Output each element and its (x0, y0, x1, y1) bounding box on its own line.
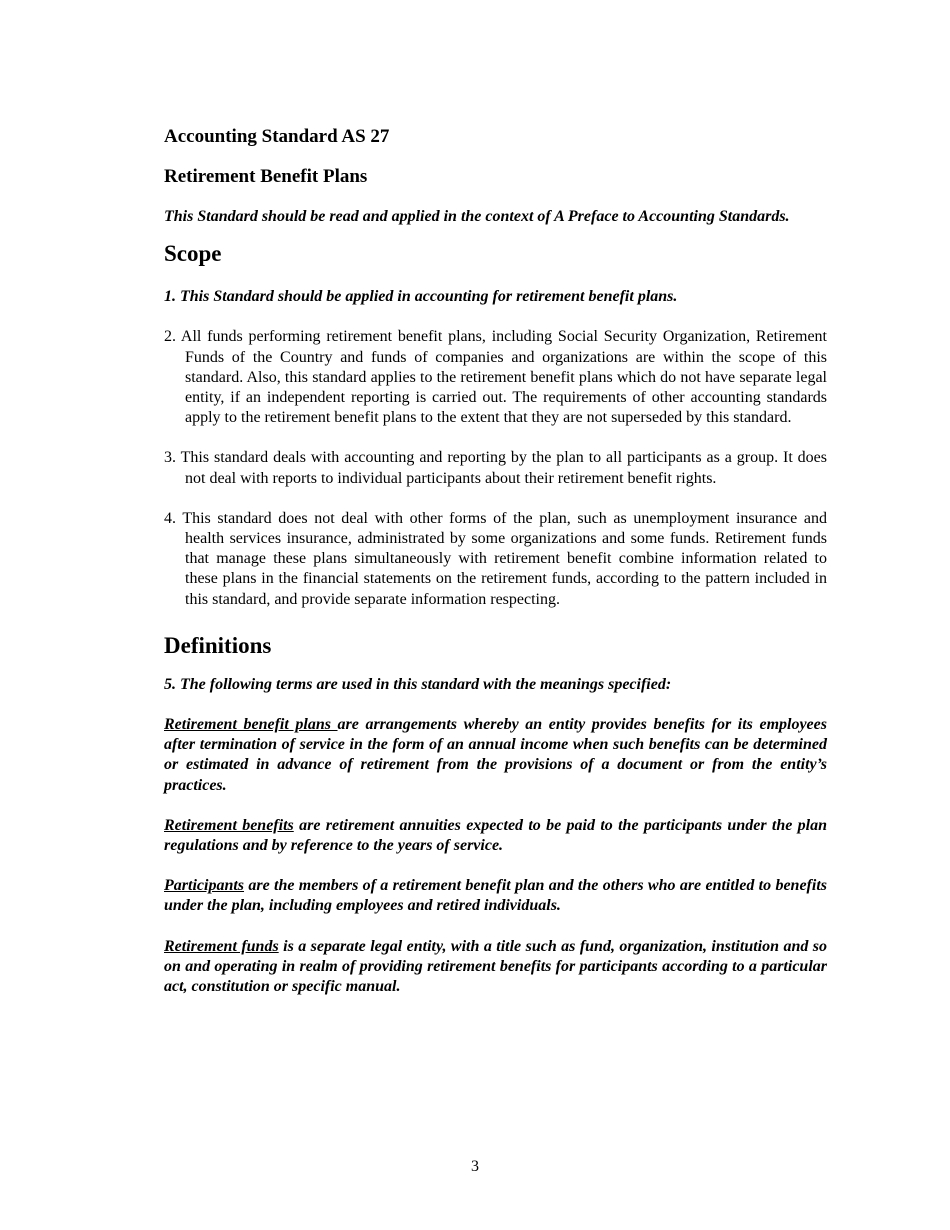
intro-statement: This Standard should be read and applied in the context of A Preface to Accounting Standards. (164, 208, 790, 225)
definition-term: Retirement funds (164, 937, 279, 955)
definitions-heading: Definitions (164, 632, 272, 658)
scope-paragraph-4: 4. This standard does not deal with other forms of the plan, such as unemployment insurance and health services insurance, administrated by some organizations and some funds. Retirement funds that manage these plans simultaneously with retirement benefit combine information related to these plans in the financial statements on the retirement funds, according to the pattern included in this standard, and provide separate information respecting. (164, 509, 827, 608)
definition-term: Participants (164, 877, 245, 895)
document-subtitle: Retirement Benefit Plans (164, 166, 368, 187)
scope-heading: Scope (164, 241, 222, 267)
definition-retirement-benefits (164, 816, 827, 856)
scope-paragraph-3: 3. This standard deals with accounting and reporting by the plan to all participants as a group. It does not deal with reports to individual participants about their retirement benefit rights. (164, 449, 827, 487)
definition-text: are the members of a retirement benefit plan and the others who are entitled to benefits under the plan, including employees and retired individuals. (164, 877, 827, 915)
scope-paragraph-1: 1. This Standard should be applied in accounting for retirement benefit plans. (164, 288, 678, 306)
definition-retirement-funds (164, 937, 827, 998)
standard-title: Accounting Standard AS 27 (164, 126, 390, 147)
document-page (164, 124, 827, 997)
definition-retirement-benefit-plans (164, 715, 827, 796)
definition-participants (164, 876, 827, 916)
definition-text: is a separate legal entity, with a title such as fund, organization, institution and so on and operating in realm of providing retirement benefits for participants according to a particular act, constitution or specific manual. (164, 937, 828, 996)
scope-paragraph-2: 2. All funds performing retirement benefit plans, including Social Security Organization, Retirement Funds of the Country and funds of companies and organizations are within the scope of this standard. Also, this standard applies to the retirement benefit plans which do not have separate legal entity, if an independent reporting is carried out. The requirements of other accounting standards apply to the retirement benefit plans to the extent that they are not superseded by this standard. (164, 328, 827, 427)
page-number: 3 (471, 1158, 479, 1175)
definition-term: Retirement benefit plans (164, 716, 338, 734)
definition-text: are arrangements whereby an entity provides benefits for its employees after termination of service in the form of an annual income when such benefits can be determined or estimated in advance of retirement from the provisions of a document or from the entity’s practices. (164, 716, 827, 794)
definition-text: are retirement annuities expected to be paid to the participants under the plan regulations and by reference to the years of service. (164, 816, 827, 855)
definition-term: Retirement benefits (164, 816, 294, 834)
definitions-intro: 5. The following terms are used in this standard with the meanings specified: (164, 675, 672, 693)
